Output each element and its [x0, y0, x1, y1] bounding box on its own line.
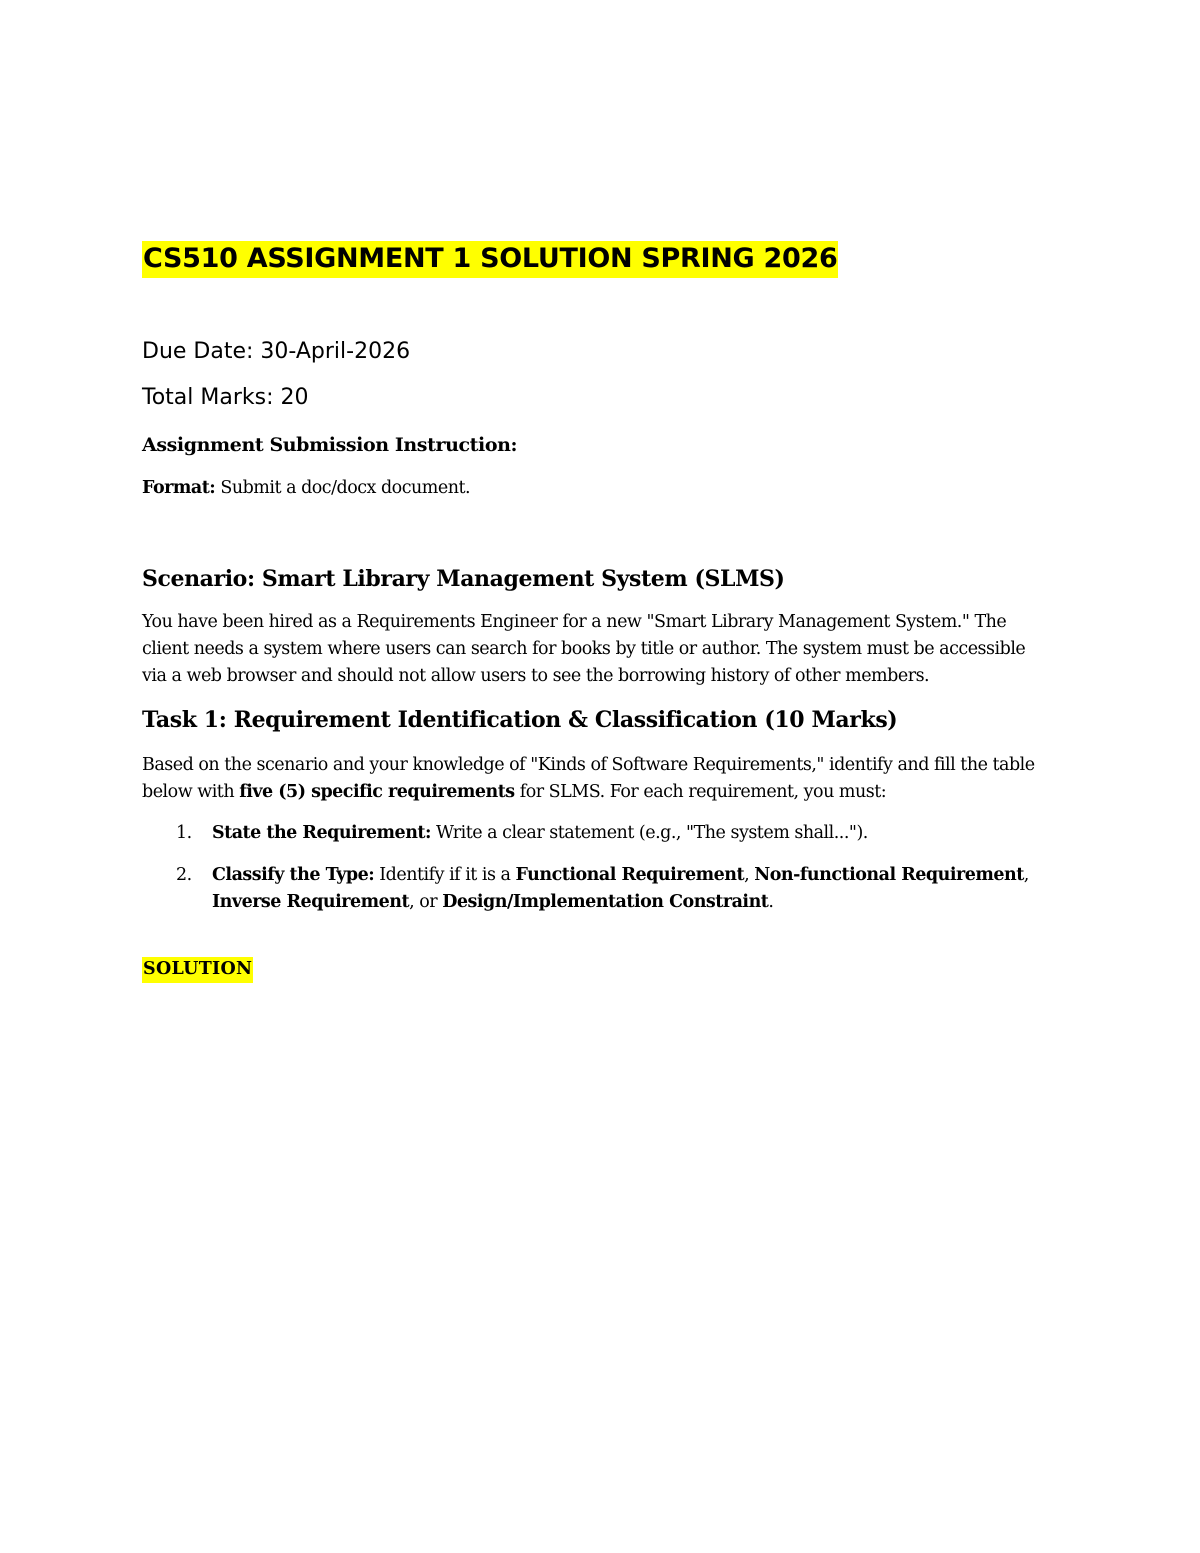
- task-text-part-1: Based on the scenario and your knowledge of "Kinds of Software Requirements," identify and fill the table below with: [142, 755, 1035, 802]
- separator: ,: [744, 865, 755, 885]
- list-item: [142, 820, 1052, 847]
- list-number: 1.: [176, 823, 192, 843]
- scenario-text: You have been hired as a Requirements Engineer for a new "Smart Library Management System." The client needs a system where users can search for books by title or author. The system must be accessible via a web browser and should not allow users to see the borrowing history of other members.: [142, 612, 1026, 686]
- list-item-label: Classify the Type:: [212, 865, 375, 885]
- separator: , or: [409, 892, 443, 912]
- list-item-text: Identify if it is a: [374, 865, 516, 885]
- document-content: [142, 238, 1052, 982]
- format-line: [142, 475, 1052, 502]
- task-text-bold: five (5) specific requirements: [239, 782, 515, 802]
- due-date: Due Date: 30-April-2026: [142, 339, 411, 364]
- type-design: Design/Implementation Constraint: [442, 892, 769, 912]
- solution-label-line: [142, 956, 1052, 982]
- requirement-steps-list: [142, 820, 1052, 916]
- title-highlight: CS510 ASSIGNMENT 1 SOLUTION SPRING 2026: [142, 241, 838, 278]
- format-label: Format:: [142, 478, 216, 498]
- list-item-text: Write a clear statement (e.g., "The system shall...").: [430, 823, 868, 843]
- list-number: 2.: [176, 865, 192, 885]
- task-text: [142, 752, 1052, 806]
- type-nonfunctional: Non-functional Requirement: [754, 865, 1024, 885]
- list-end: .: [768, 892, 774, 912]
- scenario-heading: Scenario: Smart Library Management System (SLMS): [142, 566, 785, 592]
- document-title: [142, 238, 1052, 280]
- task-text-part-2: for SLMS. For each requirement, you must:: [514, 782, 887, 802]
- separator: ,: [1023, 865, 1029, 885]
- type-functional: Functional Requirement: [515, 865, 745, 885]
- list-item-label: State the Requirement:: [212, 823, 431, 843]
- total-marks: Total Marks: 20: [142, 385, 309, 410]
- task-heading: Task 1: Requirement Identification & Classification (10 Marks): [142, 707, 898, 733]
- instruction-heading: Assignment Submission Instruction:: [142, 434, 518, 456]
- format-text: Submit a doc/docx document.: [215, 478, 471, 498]
- list-item: [142, 862, 1052, 916]
- solution-label: SOLUTION: [142, 957, 253, 983]
- type-inverse: Inverse Requirement: [212, 892, 410, 912]
